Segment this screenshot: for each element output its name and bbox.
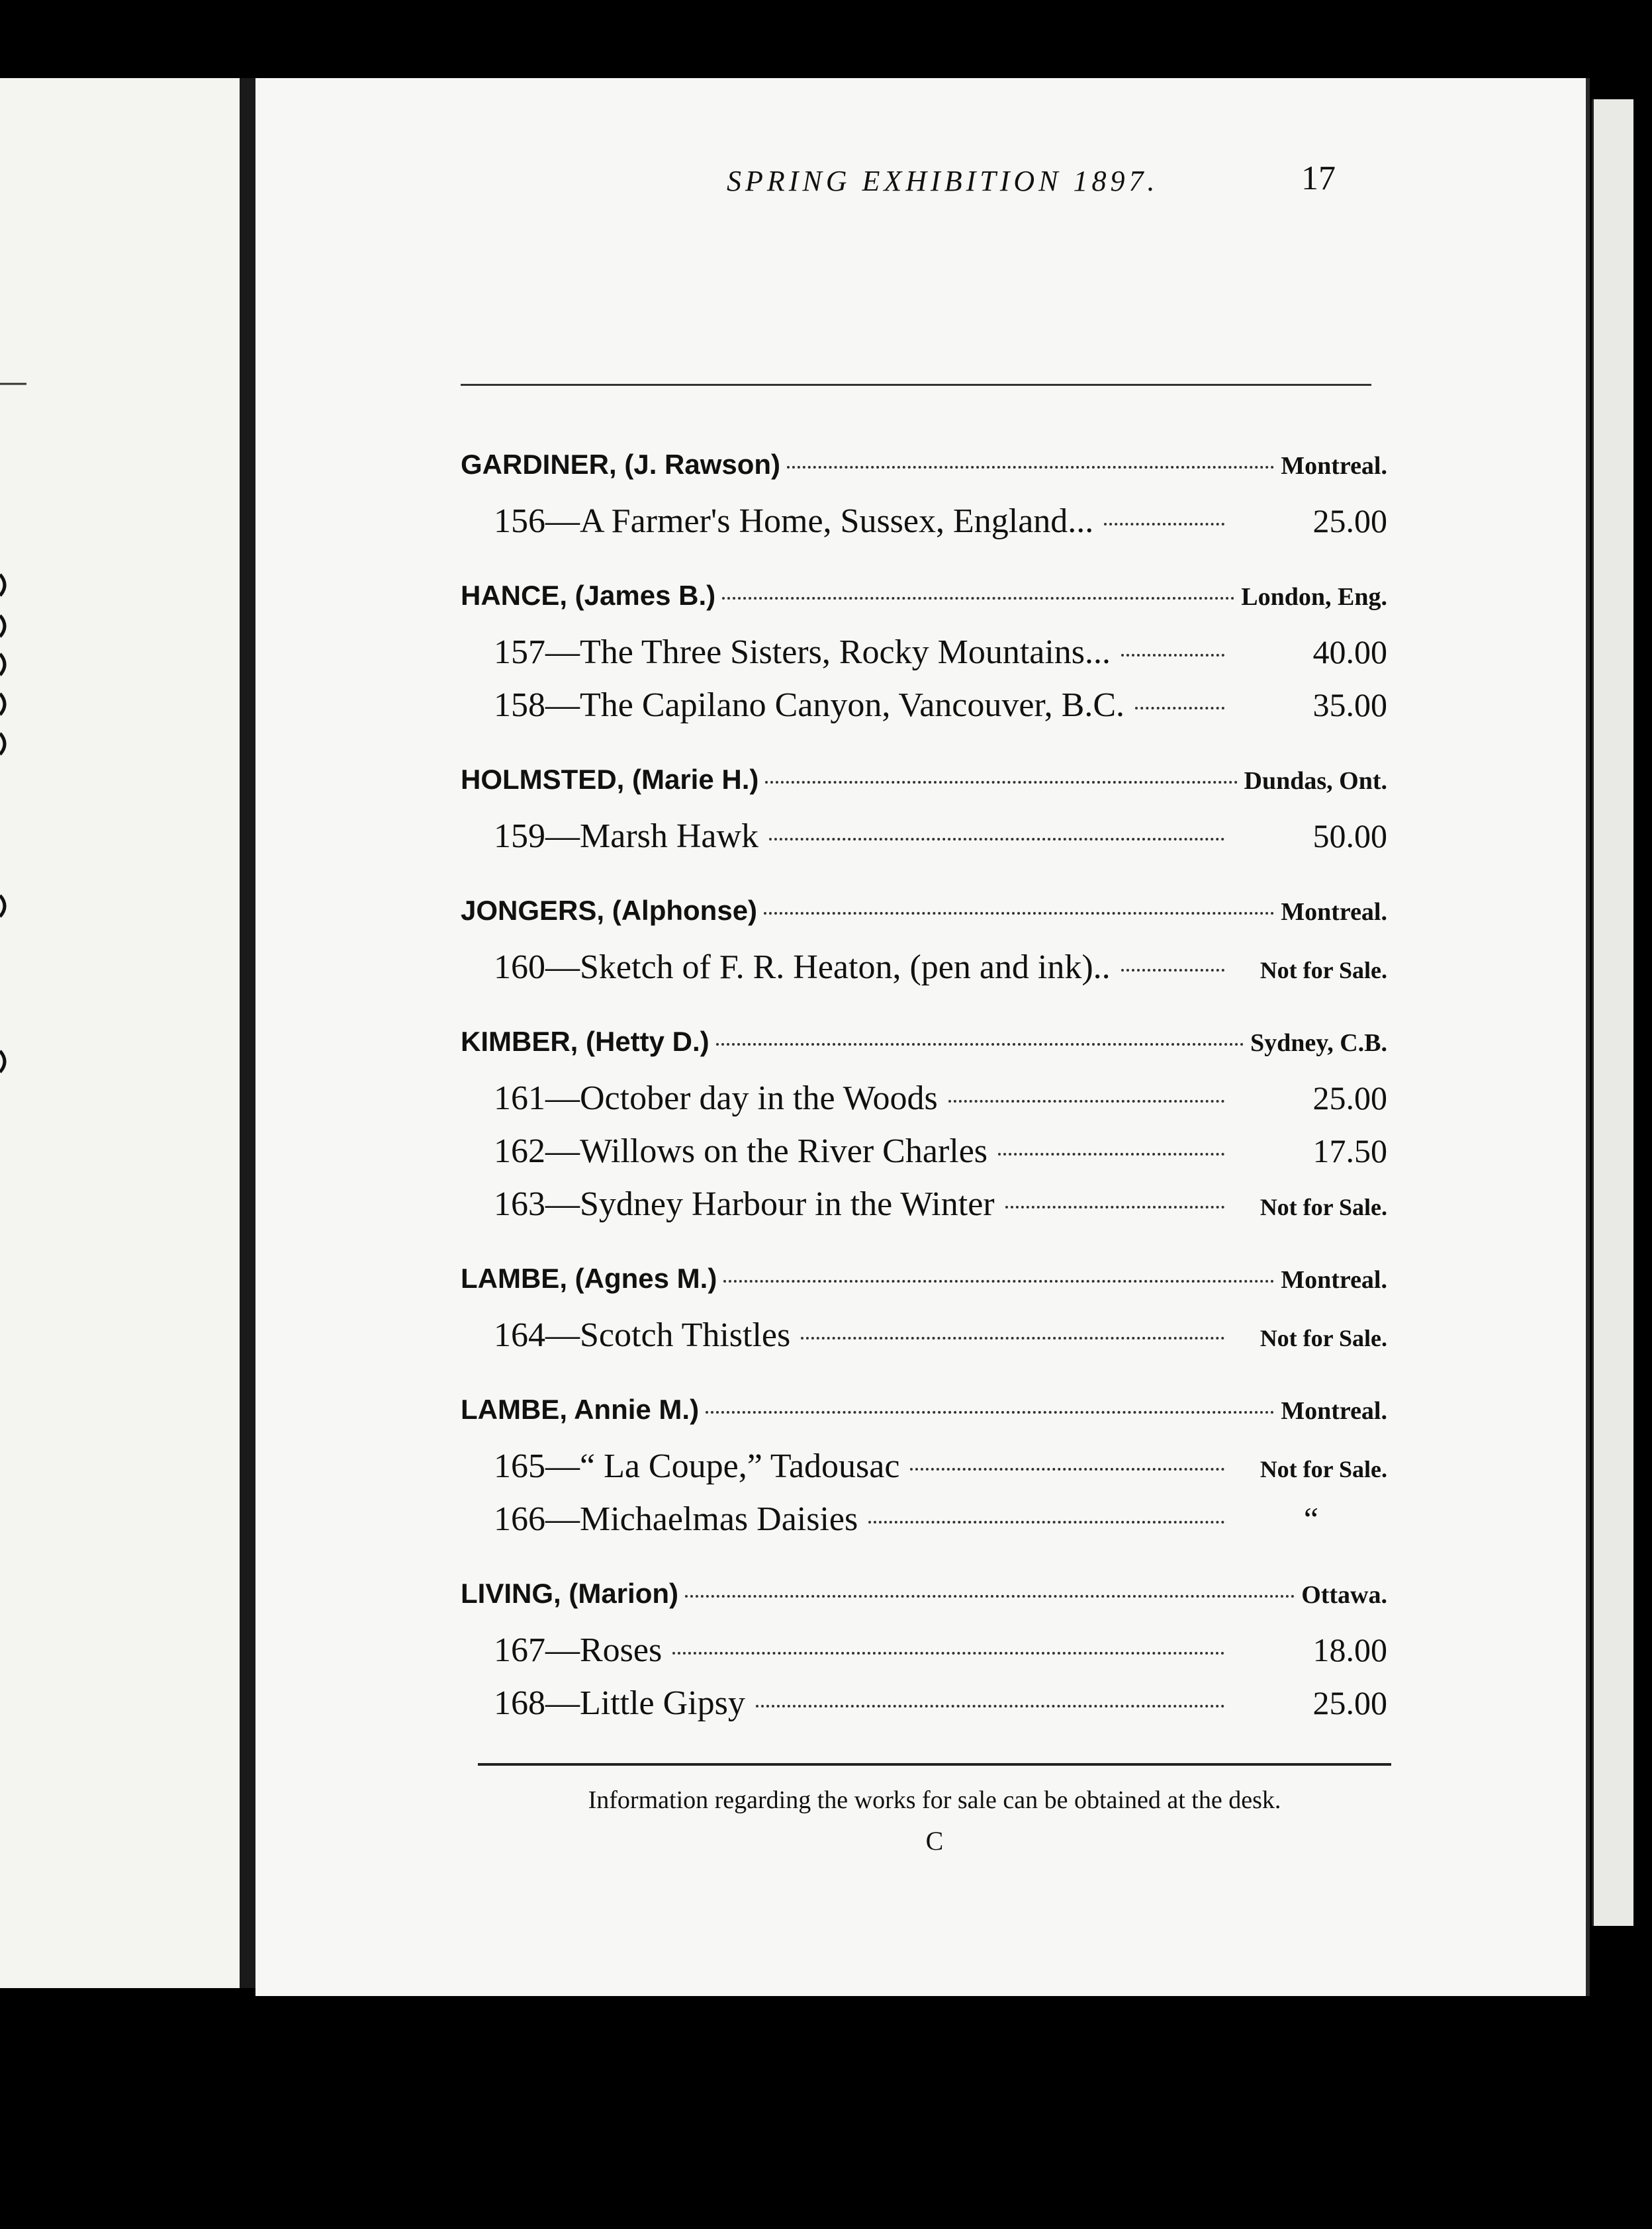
work-price: 18.00 [1312, 1631, 1387, 1668]
dot-leader [1135, 707, 1224, 709]
catalogue-page [255, 78, 1590, 1996]
work-item [461, 502, 1387, 555]
artist-heading [461, 580, 1387, 633]
work-title: 156—A Farmer's Home, Sussex, England... [494, 502, 1094, 540]
artist-heading [461, 449, 1387, 502]
work-item [461, 686, 1387, 739]
artist-name: LIVING, (Marion) [461, 1578, 678, 1609]
work-price: Not for Sale. [1260, 1194, 1387, 1220]
work-title: 164—Scotch Thistles [494, 1316, 791, 1354]
work-title: 161—October day in the Woods [494, 1079, 938, 1117]
artist-entry [461, 580, 1387, 739]
work-item [461, 1447, 1387, 1500]
artist-location: Montreal. [1281, 898, 1387, 926]
artist-location: London, Eng. [1241, 583, 1387, 611]
artist-entry [461, 1394, 1387, 1553]
artist-heading [461, 1578, 1387, 1631]
work-price: 17.50 [1312, 1132, 1387, 1169]
artist-entry [461, 449, 1387, 555]
work-item [461, 817, 1387, 870]
work-item [461, 1185, 1387, 1238]
artist-name: GARDINER, (J. Rawson) [461, 449, 781, 480]
running-head [255, 78, 1586, 197]
work-price: 40.00 [1312, 633, 1387, 670]
dot-leader [787, 466, 1274, 469]
dot-leader [1005, 1206, 1224, 1208]
artist-heading [461, 895, 1387, 948]
page-number: 17 [1301, 159, 1336, 197]
work-title: 157—The Three Sisters, Rocky Mountains... [494, 633, 1111, 671]
work-item [461, 1079, 1387, 1132]
artist-location: Montreal. [1281, 1397, 1387, 1425]
artist-entry [461, 764, 1387, 870]
work-price: 25.00 [1312, 1684, 1387, 1721]
work-title: 166—Michaelmas Daisies [494, 1500, 858, 1538]
catalogue-entries [461, 449, 1387, 1762]
facing-page-edge [0, 78, 240, 1988]
work-price: Not for Sale. [1260, 957, 1387, 983]
work-title: 168—Little Gipsy [494, 1684, 745, 1722]
artist-entry [461, 1026, 1387, 1238]
artist-entry [461, 1578, 1387, 1737]
artist-name: LAMBE, Annie M.) [461, 1394, 700, 1425]
dot-leader [868, 1521, 1224, 1524]
dot-leader [685, 1595, 1295, 1598]
work-item [461, 1132, 1387, 1185]
artist-name: JONGERS, (Alphonse) [461, 895, 758, 926]
facing-page-text-fragments [0, 78, 240, 1988]
dot-leader [998, 1153, 1224, 1156]
artist-name: HANCE, (James B.) [461, 580, 716, 611]
dot-leader [910, 1468, 1224, 1471]
dot-leader [769, 838, 1224, 841]
work-price: 35.00 [1312, 686, 1387, 723]
dot-leader [716, 1043, 1244, 1046]
work-price: Not for Sale. [1260, 1456, 1387, 1482]
work-title: 158—The Capilano Canyon, Vancouver, B.C. [494, 686, 1125, 724]
work-item [461, 633, 1387, 686]
work-price: 25.00 [1312, 502, 1387, 539]
dot-leader [801, 1337, 1224, 1340]
work-item [461, 1316, 1387, 1369]
running-title: SPRING EXHIBITION 1897. [727, 165, 1159, 197]
signature-mark: C [925, 1826, 944, 1856]
footer-rule [478, 1763, 1391, 1766]
work-item [461, 1631, 1387, 1684]
artist-heading [461, 764, 1387, 817]
work-item [461, 1500, 1387, 1553]
work-price: Not for Sale. [1260, 1325, 1387, 1351]
dot-leader [1121, 654, 1224, 657]
work-price: 25.00 [1312, 1079, 1387, 1116]
work-title: 165—“ La Coupe,” Tadousac [494, 1447, 900, 1485]
artist-location: Ottawa. [1301, 1581, 1387, 1609]
artist-entry [461, 1263, 1387, 1369]
work-item [461, 1684, 1387, 1737]
header-rule [461, 384, 1371, 386]
work-title: 159—Marsh Hawk [494, 817, 759, 855]
work-price: 50.00 [1312, 817, 1387, 854]
dot-leader [722, 597, 1234, 600]
artist-name: KIMBER, (Hetty D.) [461, 1026, 710, 1057]
dot-leader [948, 1100, 1224, 1103]
artist-name: HOLMSTED, (Marie H.) [461, 764, 759, 795]
dot-leader [1104, 523, 1224, 525]
page-stack-edge [1592, 99, 1633, 1926]
artist-heading [461, 1263, 1387, 1316]
work-title: 167—Roses [494, 1631, 663, 1669]
dot-leader [706, 1411, 1274, 1414]
work-title: 163—Sydney Harbour in the Winter [494, 1185, 995, 1223]
artist-entry [461, 895, 1387, 1001]
artist-location: Montreal. [1281, 1266, 1387, 1294]
work-price: “ [1303, 1500, 1319, 1537]
dot-leader [672, 1652, 1224, 1655]
artist-heading [461, 1394, 1387, 1447]
dot-leader [723, 1280, 1274, 1283]
artist-location: Montreal. [1281, 452, 1387, 480]
dot-leader [756, 1705, 1224, 1707]
footer-note: Information regarding the works for sale can be obtained at the desk. [588, 1786, 1281, 1814]
artist-name: LAMBE, (Agnes M.) [461, 1263, 717, 1294]
artist-heading [461, 1026, 1387, 1079]
dot-leader [765, 781, 1237, 784]
work-title: 160—Sketch of F. R. Heaton, (pen and ink).. [494, 948, 1111, 986]
artist-location: Sydney, C.B. [1250, 1029, 1387, 1057]
dot-leader [1121, 969, 1224, 972]
work-item [461, 948, 1387, 1001]
work-title: 162—Willows on the River Charles [494, 1132, 988, 1170]
dot-leader [764, 912, 1274, 915]
artist-location: Dundas, Ont. [1244, 767, 1387, 795]
